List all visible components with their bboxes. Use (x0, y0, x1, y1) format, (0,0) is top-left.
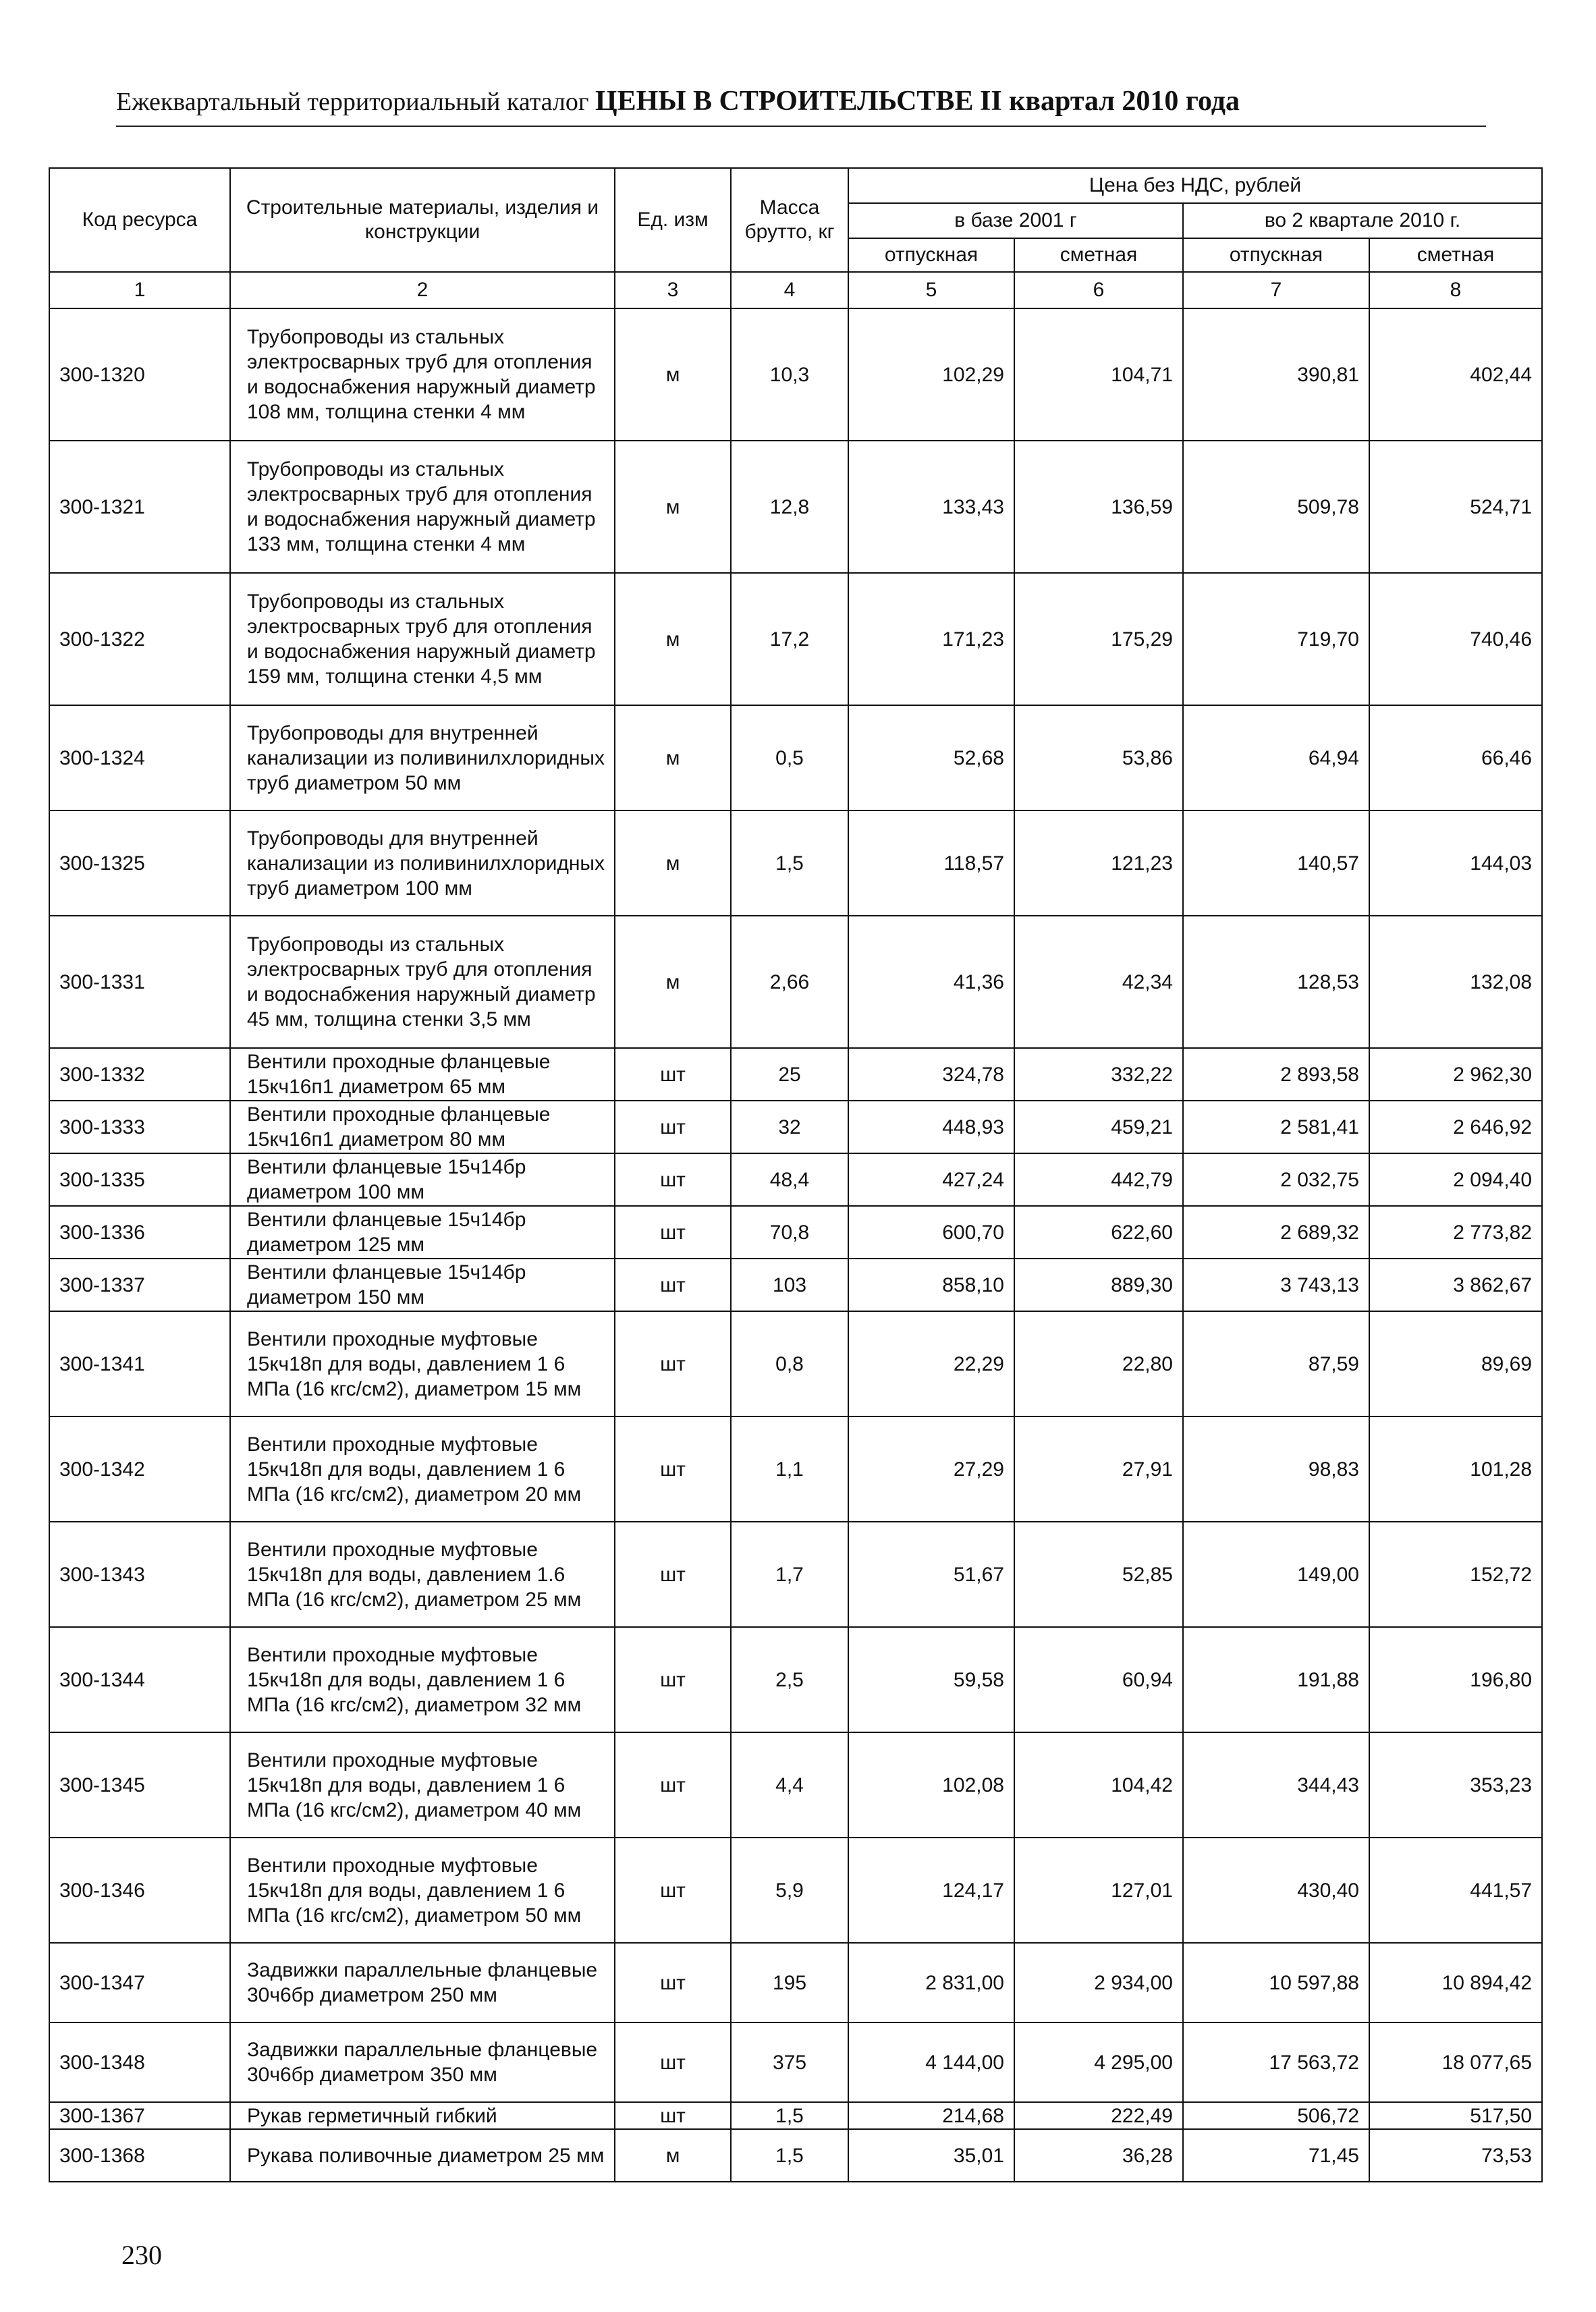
header-base-smet: сметная (1014, 238, 1183, 272)
unit: шт (615, 1206, 731, 1259)
price-q2-otp: 64,94 (1183, 705, 1369, 810)
table-row (49, 1259, 1542, 1311)
resource-code: 300-1322 (49, 573, 230, 705)
price-base-otp: 102,08 (848, 1732, 1014, 1838)
price-q2-otp: 2 893,58 (1183, 1048, 1369, 1101)
price-q2-otp: 430,40 (1183, 1838, 1369, 1943)
price-q2-otp: 2 032,75 (1183, 1153, 1369, 1206)
price-base-otp: 324,78 (848, 1048, 1014, 1101)
table-row (49, 1627, 1542, 1732)
resource-code: 300-1324 (49, 705, 230, 810)
material-name: Задвижки параллельные фланцевые 30ч6бр диаметром 350 мм (230, 2022, 615, 2102)
unit: шт (615, 1416, 731, 1522)
material-name: Вентили проходные фланцевые 15кч16п1 диаметром 80 мм (230, 1101, 615, 1153)
unit: м (615, 573, 731, 705)
table-row (49, 705, 1542, 810)
table-row (49, 1153, 1542, 1206)
price-base-smet: 332,22 (1014, 1048, 1183, 1101)
price-base-otp: 52,68 (848, 705, 1014, 810)
unit: м (615, 2129, 731, 2182)
unit: шт (615, 1522, 731, 1627)
gross-mass: 25 (731, 1048, 848, 1101)
material-name: Вентили фланцевые 15ч14бр диаметром 100 мм (230, 1153, 615, 1206)
price-q2-otp: 10 597,88 (1183, 1943, 1369, 2022)
price-q2-smet: 517,50 (1369, 2102, 1542, 2129)
price-base-otp: 171,23 (848, 573, 1014, 705)
resource-code: 300-1320 (49, 308, 230, 441)
price-q2-otp: 2 581,41 (1183, 1101, 1369, 1153)
price-q2-smet: 89,69 (1369, 1311, 1542, 1416)
header-q-smet: сметная (1369, 238, 1542, 272)
resource-code: 300-1341 (49, 1311, 230, 1416)
table-row (49, 1943, 1542, 2022)
price-q2-smet: 144,03 (1369, 810, 1542, 916)
price-base-smet: 36,28 (1014, 2129, 1183, 2182)
resource-code: 300-1331 (49, 916, 230, 1048)
price-q2-otp: 191,88 (1183, 1627, 1369, 1732)
column-number: 8 (1369, 272, 1542, 308)
price-q2-smet: 18 077,65 (1369, 2022, 1542, 2102)
page-number: 230 (121, 2240, 162, 2270)
unit: шт (615, 1732, 731, 1838)
price-q2-smet: 2 094,40 (1369, 1153, 1542, 1206)
header-prefix: Ежеквартальный территориальный каталог (116, 88, 589, 116)
column-number: 2 (230, 272, 615, 308)
resource-code: 300-1321 (49, 441, 230, 573)
unit: м (615, 441, 731, 573)
price-q2-smet: 3 862,67 (1369, 1259, 1542, 1311)
price-base-otp: 102,29 (848, 308, 1014, 441)
unit: м (615, 705, 731, 810)
table-header (49, 168, 1542, 308)
gross-mass: 32 (731, 1101, 848, 1153)
gross-mass: 103 (731, 1259, 848, 1311)
price-q2-otp: 390,81 (1183, 308, 1369, 441)
price-base-smet: 442,79 (1014, 1153, 1183, 1206)
price-q2-smet: 132,08 (1369, 916, 1542, 1048)
resource-code: 300-1346 (49, 1838, 230, 1943)
resource-code: 300-1368 (49, 2129, 230, 2182)
header-mass: Масса брутто, кг (731, 168, 848, 272)
price-q2-otp: 128,53 (1183, 916, 1369, 1048)
price-base-smet: 459,21 (1014, 1101, 1183, 1153)
table-row (49, 1838, 1542, 1943)
unit: м (615, 916, 731, 1048)
gross-mass: 0,8 (731, 1311, 848, 1416)
price-base-smet: 104,42 (1014, 1732, 1183, 1838)
table-row (49, 1101, 1542, 1153)
price-q2-otp: 17 563,72 (1183, 2022, 1369, 2102)
resource-code: 300-1345 (49, 1732, 230, 1838)
unit: шт (615, 1838, 731, 1943)
material-name: Рукава поливочные диаметром 25 мм (230, 2129, 615, 2182)
gross-mass: 195 (731, 1943, 848, 2022)
gross-mass: 12,8 (731, 441, 848, 573)
price-base-smet: 53,86 (1014, 705, 1183, 810)
price-q2-otp: 719,70 (1183, 573, 1369, 705)
material-name: Трубопроводы для внутренней канализации из поливинилхлоридных труб диаметром 100 мм (230, 810, 615, 916)
price-base-smet: 136,59 (1014, 441, 1183, 573)
price-q2-smet: 402,44 (1369, 308, 1542, 441)
material-name: Вентили фланцевые 15ч14бр диаметром 125 мм (230, 1206, 615, 1259)
price-q2-smet: 2 962,30 (1369, 1048, 1542, 1101)
gross-mass: 1,1 (731, 1416, 848, 1522)
gross-mass: 10,3 (731, 308, 848, 441)
page-header (116, 85, 1486, 117)
price-q2-otp: 98,83 (1183, 1416, 1369, 1522)
gross-mass: 48,4 (731, 1153, 848, 1206)
price-q2-smet: 10 894,42 (1369, 1943, 1542, 2022)
header-base-otp: отпускная (848, 238, 1014, 272)
column-number: 6 (1014, 272, 1183, 308)
price-q2-smet: 196,80 (1369, 1627, 1542, 1732)
price-base-smet: 889,30 (1014, 1259, 1183, 1311)
table-row (49, 441, 1542, 573)
gross-mass: 2,5 (731, 1627, 848, 1732)
unit: шт (615, 1048, 731, 1101)
price-q2-smet: 101,28 (1369, 1416, 1542, 1522)
table-row (49, 1048, 1542, 1101)
price-q2-otp: 344,43 (1183, 1732, 1369, 1838)
material-name: Трубопроводы для внутренней канализации из поливинилхлоридных труб диаметром 50 мм (230, 705, 615, 810)
price-base-smet: 104,71 (1014, 308, 1183, 441)
material-name: Задвижки параллельные фланцевые 30ч6бр диаметром 250 мм (230, 1943, 615, 2022)
price-base-otp: 124,17 (848, 1838, 1014, 1943)
material-name: Вентили проходные муфтовые 15кч18п для воды, давлением 1 6 МПа (16 кгс/см2), диаметром 20 мм (230, 1416, 615, 1522)
price-q2-otp: 140,57 (1183, 810, 1369, 916)
gross-mass: 0,5 (731, 705, 848, 810)
gross-mass: 2,66 (731, 916, 848, 1048)
price-q2-smet: 441,57 (1369, 1838, 1542, 1943)
header-rule (116, 126, 1486, 127)
header-price: Цена без НДС, рублей (848, 168, 1542, 203)
price-base-smet: 622,60 (1014, 1206, 1183, 1259)
unit: м (615, 810, 731, 916)
unit: шт (615, 1101, 731, 1153)
table-row (49, 308, 1542, 441)
price-base-otp: 59,58 (848, 1627, 1014, 1732)
material-name: Вентили проходные муфтовые 15кч18п для воды, давлением 1 6 МПа (16 кгс/см2), диаметром 15 мм (230, 1311, 615, 1416)
resource-code: 300-1325 (49, 810, 230, 916)
gross-mass: 70,8 (731, 1206, 848, 1259)
table-row (49, 1522, 1542, 1627)
price-base-smet: 4 295,00 (1014, 2022, 1183, 2102)
price-base-otp: 214,68 (848, 2102, 1014, 2129)
material-name: Вентили проходные муфтовые 15кч18п для воды, давлением 1 6 МПа (16 кгс/см2), диаметром 32 мм (230, 1627, 615, 1732)
unit: шт (615, 1627, 731, 1732)
price-base-smet: 2 934,00 (1014, 1943, 1183, 2022)
unit: м (615, 308, 731, 441)
header-code: Код ресурса (49, 168, 230, 272)
header-unit: Ед. изм (615, 168, 731, 272)
resource-code: 300-1342 (49, 1416, 230, 1522)
header-period: II квартал 2010 года (979, 86, 1240, 117)
gross-mass: 4,4 (731, 1732, 848, 1838)
price-base-otp: 427,24 (848, 1153, 1014, 1206)
material-name: Вентили проходные фланцевые 15кч16п1 диаметром 65 мм (230, 1048, 615, 1101)
unit: шт (615, 2022, 731, 2102)
material-name: Вентили фланцевые 15ч14бр диаметром 150 мм (230, 1259, 615, 1311)
column-number: 3 (615, 272, 731, 308)
price-q2-otp: 87,59 (1183, 1311, 1369, 1416)
price-base-otp: 600,70 (848, 1206, 1014, 1259)
resource-code: 300-1336 (49, 1206, 230, 1259)
price-base-otp: 448,93 (848, 1101, 1014, 1153)
table-row (49, 1732, 1542, 1838)
header-title: ЦЕНЫ В СТРОИТЕЛЬСТВЕ (595, 86, 974, 117)
resource-code: 300-1333 (49, 1101, 230, 1153)
price-base-otp: 51,67 (848, 1522, 1014, 1627)
column-number: 5 (848, 272, 1014, 308)
price-base-smet: 175,29 (1014, 573, 1183, 705)
price-base-smet: 60,94 (1014, 1627, 1183, 1732)
price-q2-otp: 3 743,13 (1183, 1259, 1369, 1311)
unit: шт (615, 1311, 731, 1416)
unit: шт (615, 1153, 731, 1206)
unit: шт (615, 2102, 731, 2129)
material-name: Трубопроводы из стальных электросварных труб для отопления и водоснабжения наружный диаметр 108 мм, толщина стенки 4 мм (230, 308, 615, 441)
table-row (49, 1311, 1542, 1416)
price-base-smet: 121,23 (1014, 810, 1183, 916)
price-base-smet: 27,91 (1014, 1416, 1183, 1522)
price-base-otp: 35,01 (848, 2129, 1014, 2182)
table-row (49, 916, 1542, 1048)
gross-mass: 5,9 (731, 1838, 848, 1943)
resource-code: 300-1335 (49, 1153, 230, 1206)
price-q2-smet: 73,53 (1369, 2129, 1542, 2182)
column-number: 7 (1183, 272, 1369, 308)
price-base-otp: 118,57 (848, 810, 1014, 916)
material-name: Вентили проходные муфтовые 15кч18п для воды, давлением 1 6 МПа (16 кгс/см2), диаметром 40 мм (230, 1732, 615, 1838)
price-q2-smet: 353,23 (1369, 1732, 1542, 1838)
price-q2-smet: 740,46 (1369, 573, 1542, 705)
price-base-smet: 22,80 (1014, 1311, 1183, 1416)
table-row (49, 573, 1542, 705)
price-q2-otp: 71,45 (1183, 2129, 1369, 2182)
price-table (49, 167, 1543, 2182)
header-name: Строительные материалы, изделия и конструкции (230, 168, 615, 272)
material-name: Рукав герметичный гибкий (230, 2102, 615, 2129)
resource-code: 300-1347 (49, 1943, 230, 2022)
price-q2-smet: 152,72 (1369, 1522, 1542, 1627)
table-row (49, 2102, 1542, 2129)
material-name: Вентили проходные муфтовые 15кч18п для воды, давлением 1.6 МПа (16 кгс/см2), диаметром 25 мм (230, 1522, 615, 1627)
gross-mass: 375 (731, 2022, 848, 2102)
resource-code: 300-1367 (49, 2102, 230, 2129)
price-base-otp: 27,29 (848, 1416, 1014, 1522)
column-number-row (49, 272, 1542, 308)
gross-mass: 1,7 (731, 1522, 848, 1627)
price-base-otp: 41,36 (848, 916, 1014, 1048)
price-base-otp: 133,43 (848, 441, 1014, 573)
material-name: Вентили проходные муфтовые 15кч18п для воды, давлением 1 6 МПа (16 кгс/см2), диаметром 50 мм (230, 1838, 615, 1943)
gross-mass: 1,5 (731, 2129, 848, 2182)
material-name: Трубопроводы из стальных электросварных труб для отопления и водоснабжения наружный диаметр 159 мм, толщина стенки 4,5 мм (230, 573, 615, 705)
price-base-otp: 858,10 (848, 1259, 1014, 1311)
price-q2-otp: 2 689,32 (1183, 1206, 1369, 1259)
price-q2-otp: 509,78 (1183, 441, 1369, 573)
price-base-smet: 222,49 (1014, 2102, 1183, 2129)
header-q2-2010: во 2 квартале 2010 г. (1183, 203, 1542, 238)
unit: шт (615, 1943, 731, 2022)
unit: шт (615, 1259, 731, 1311)
resource-code: 300-1344 (49, 1627, 230, 1732)
table-row (49, 2022, 1542, 2102)
price-base-otp: 4 144,00 (848, 2022, 1014, 2102)
table-row (49, 2129, 1542, 2182)
price-q2-otp: 506,72 (1183, 2102, 1369, 2129)
price-base-otp: 2 831,00 (848, 1943, 1014, 2022)
table-row (49, 810, 1542, 916)
price-base-smet: 127,01 (1014, 1838, 1183, 1943)
header-base-2001: в базе 2001 г (848, 203, 1183, 238)
column-number: 4 (731, 272, 848, 308)
price-q2-otp: 149,00 (1183, 1522, 1369, 1627)
price-q2-smet: 2 646,92 (1369, 1101, 1542, 1153)
resource-code: 300-1332 (49, 1048, 230, 1101)
table-row (49, 1416, 1542, 1522)
gross-mass: 1,5 (731, 2102, 848, 2129)
price-q2-smet: 2 773,82 (1369, 1206, 1542, 1259)
gross-mass: 1,5 (731, 810, 848, 916)
resource-code: 300-1348 (49, 2022, 230, 2102)
material-name: Трубопроводы из стальных электросварных труб для отопления и водоснабжения наружный диаметр 45 мм, толщина стенки 3,5 мм (230, 916, 615, 1048)
price-q2-smet: 66,46 (1369, 705, 1542, 810)
price-q2-smet: 524,71 (1369, 441, 1542, 573)
material-name: Трубопроводы из стальных электросварных труб для отопления и водоснабжения наружный диаметр 133 мм, толщина стенки 4 мм (230, 441, 615, 573)
resource-code: 300-1337 (49, 1259, 230, 1311)
table-row (49, 1206, 1542, 1259)
price-base-otp: 22,29 (848, 1311, 1014, 1416)
price-base-smet: 42,34 (1014, 916, 1183, 1048)
table-body (49, 308, 1542, 2182)
gross-mass: 17,2 (731, 573, 848, 705)
resource-code: 300-1343 (49, 1522, 230, 1627)
price-base-smet: 52,85 (1014, 1522, 1183, 1627)
column-number: 1 (49, 272, 230, 308)
header-q-otp: отпускная (1183, 238, 1369, 272)
